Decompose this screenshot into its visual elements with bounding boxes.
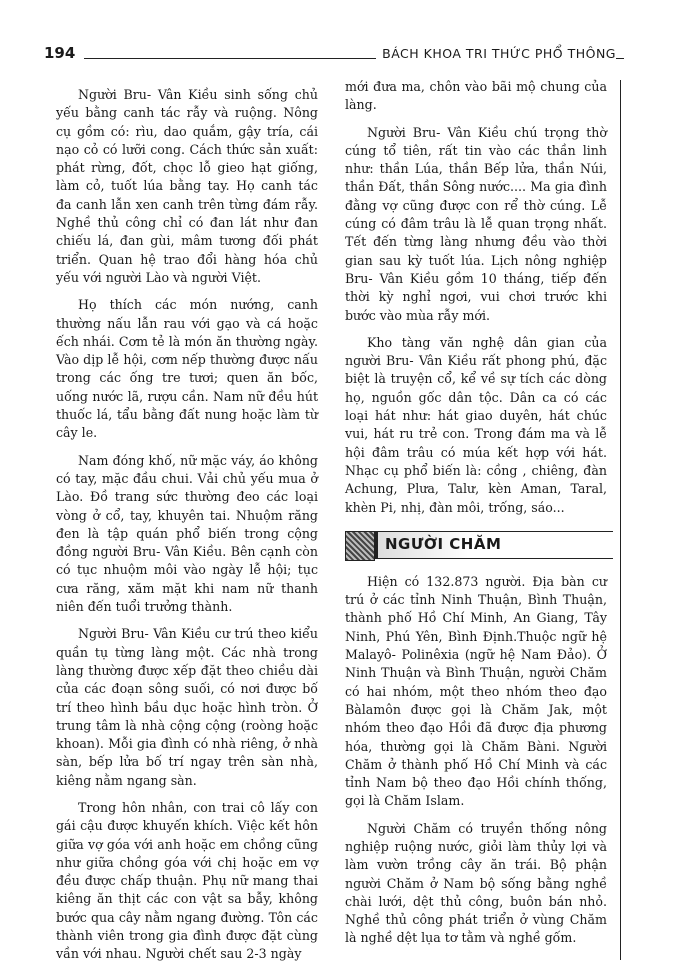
paragraph: Trong hôn nhân, con trai cô lấy con gái cậu được khuyến khích. Việc kết hôn giữa vợ góa với anh hoặc em chồng cũng như giữa chồng góa với chị hoặc em vợ đều được chấp thuận. Phụ nữ mang thai kiêng ăn thịt các con vật sa bẫy, không bước qua cây nằm ngang đường. Tôn các thành viên trong gia đình được đặt cùng vần với nhau. Người chết sau 2-3 ngày bbox=[56, 799, 318, 962]
section-heading bbox=[345, 531, 607, 561]
page-number: 194 bbox=[44, 44, 76, 62]
paragraph: mới đưa ma, chôn vào bãi mộ chung của làng. bbox=[345, 79, 607, 113]
section-emblem-icon bbox=[345, 531, 375, 561]
right-column bbox=[345, 78, 607, 957]
section-title: NGƯỜI CHĂM bbox=[385, 534, 502, 553]
running-title: BÁCH KHOA TRI THỨC PHỔ THÔNG bbox=[376, 46, 616, 61]
paragraph: Nam đóng khố, nữ mặc váy, áo không có tay, mặc đầu chui. Vải chủ yếu mua ở Lào. Đồ trang sức thường đeo các loại vòng ở cổ, tay, khuyên tai. Nhuộm răng đen là tập quán phổ biến trong cộng đồng người Bru- Vân Kiều. Bên cạnh còn có tục nhuộm môi vào ngày lễ hội; tục cưa răng, xăm mặt khi nam nữ thanh niên đến tuổi trưởng thành. bbox=[56, 452, 318, 615]
paragraph: Hiện có 132.873 người. Địa bàn cư trú ở các tỉnh Ninh Thuận, Bình Thuận, thành phố Hồ Chí Minh, An Giang, Tây Ninh, Phú Yên, Bình Định.Thuộc ngữ hệ Malayô- Polinêxia (ngữ hệ Nam Đảo). Ở Ninh Thuận và Bình Thuận, người Chăm có hai nhóm, một theo nhóm theo đạo Bàlamôn được gọi là Chăm Jak, một nhóm theo đạo Hồi đã được địa phương hóa, thường gọi là Chăm Bàni. Người Chăm ở thành phố Hồ Chí Minh và các tỉnh Nam bộ theo đạo Hồi chính thống, gọi là Chăm Islam. bbox=[345, 573, 607, 809]
paragraph: Người Bru- Vân Kiều cư trú theo kiểu quần tụ từng làng một. Các nhà trong làng thường được xếp đặt theo chiều dài của các đoạn sông suối, có nơi được bố trí theo hình bầu dục hoặc hình tròn. Ở trung tâm là nhà cộng cộng (roòng hoặc khoan). Mỗi gia đình có nhà riêng, ở nhà sàn, bếp lửa bố trí ngay trên sàn nhà, kiêng nằm ngang sàn. bbox=[56, 626, 318, 788]
section-divider bbox=[375, 531, 378, 559]
paragraph: Người Chăm có truyền thống nông nghiệp ruộng nước, giỏi làm thủy lợi và làm vườn trồng cây ăn trái. Bộ phận người Chăm ở Nam bộ sống bằng nghề chài lưới, dệt thủ công, buôn bán nhỏ. Nghề thủ công phát triển ở vùng Chăm là nghề dệt lụa tơ tằm và nghề gốm. bbox=[345, 820, 607, 946]
left-column bbox=[56, 86, 318, 973]
page-header bbox=[44, 44, 624, 66]
paragraph: Người Bru- Vân Kiều chú trọng thờ cúng tổ tiên, rất tin vào các thần linh như: thần Lúa, thần Bếp lửa, thần Núi, thần Đất, thần Sông nước.... Ma gia đình đằng vợ cũng được con rể thờ cúng. Lễ cúng có đâm trâu là lễ quan trọng nhất. Tết đến từng làng nhưng đều vào thời gian sau kỳ tuốt lúa. Lịch nông nghiệp Bru- Vân Kiều gồm 10 tháng, tiếp đến thời kỳ nghỉ ngơi, vui chơi trước khi bước vào mùa rẫy mới. bbox=[345, 124, 607, 323]
margin-rule bbox=[620, 80, 621, 960]
paragraph: Kho tàng văn nghệ dân gian của người Bru- Vân Kiều rất phong phú, đặc biệt là truyện cổ, kể về sự tích các dòng họ, nguồn gốc dân tộc. Dân ca có các loại hát như: hát giao duyên, hát chúc vui, hát ru trẻ con. Trong đám ma và lễ hội đâm trâu có múa kết hợp với hát. Nhạc cụ phổ biến là: cồng , chiêng, đàn Achung, Plưa, Talư, kèn Aman, Taral, khèn Pi, nhị, đàn môi, trống, sáo... bbox=[345, 334, 607, 515]
paragraph: Người Bru- Vân Kiều sinh sống chủ yếu bằng canh tác rẫy và ruộng. Nông cụ gồm có: rìu, dao quắm, gậy tría, cái nạo cỏ có lưỡi cong. Cách thức sản xuất: phát rừng, đốt, chọc lỗ gieo hạt giống, làm cỏ, tuốt lúa bằng tay. Họ canh tác đa canh lẫn xen canh trên từng đám rẫy. Nghề thủ công chỉ có đan lát như đan chiếu lá, đan gùi, mâm tương đối phát triển. Quan hệ trao đổi hàng hóa chủ yếu với người Lào và người Việt. bbox=[56, 87, 318, 285]
paragraph: Họ thích các món nướng, canh thường nấu lẫn rau với gạo và cá hoặc ếch nhái. Cơm tẻ là món ăn thường ngày. Vào dịp lễ hội, cơm nếp thường được nấu trong các ống tre tươi; quen ăn bốc, uống nước lã, rượu cần. Nam nữ đều hút thuốc lá, tẩu bằng đất nung hoặc làm từ cây le. bbox=[56, 297, 318, 441]
